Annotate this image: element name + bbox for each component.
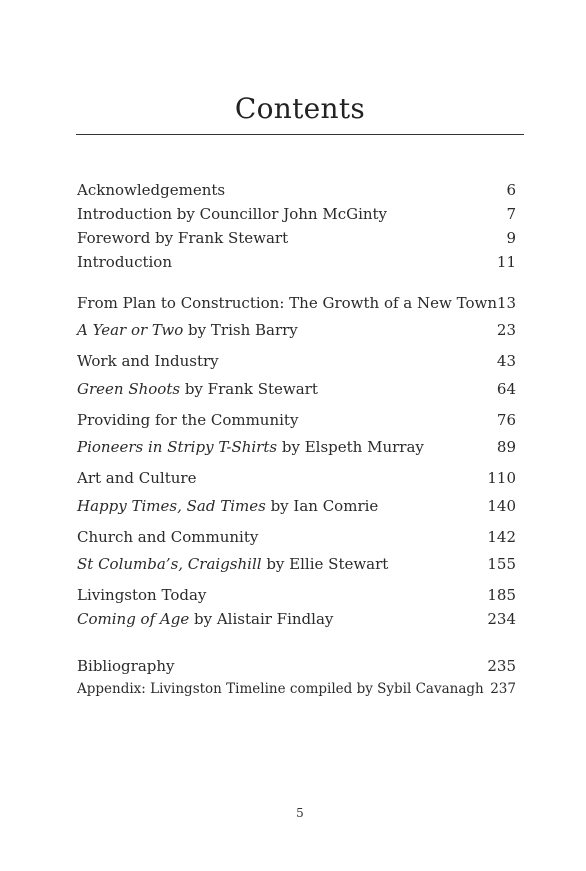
- page-title: Contents: [234, 92, 366, 125]
- toc-entry-title-text: Acknowledgements: [77, 181, 226, 199]
- toc-entry-page: 235: [487, 657, 516, 675]
- page-number: 5: [296, 806, 304, 820]
- toc-entry-title-text: Foreword by Frank Stewart: [77, 229, 289, 247]
- toc-entry-page: 237: [490, 681, 516, 697]
- toc-entry-title-text: Providing for the Community: [77, 411, 299, 429]
- toc-entry-title-text: by Trish Barry: [183, 321, 298, 339]
- toc-entry-title: [77, 609, 333, 629]
- toc-entry: [77, 437, 516, 457]
- toc-entry-title-text: Bibliography: [77, 657, 175, 675]
- toc-entry-page: 89: [496, 438, 516, 456]
- toc-entry-title-text: Church and Community: [77, 528, 259, 546]
- toc-entry-page: 76: [496, 411, 516, 429]
- toc-entry-title-text: From Plan to Construction: The Growth of a New Town: [77, 294, 497, 312]
- toc-entry-page: 155: [487, 555, 516, 573]
- toc-entry-page: 110: [487, 469, 516, 487]
- toc-entry: [77, 293, 516, 313]
- toc-entry-title-italic: Coming of Age: [77, 610, 190, 628]
- toc-entry-title-text: Work and Industry: [77, 352, 219, 370]
- toc-entry-title-text: Appendix: Livingston Timeline compiled by Sybil Cavanagh: [77, 681, 484, 697]
- toc-entry-title: [77, 496, 378, 516]
- toc-entry: [77, 228, 516, 248]
- toc-entry: [77, 351, 516, 371]
- toc-entry-title: [77, 437, 424, 457]
- toc-entry-page: 7: [506, 205, 516, 223]
- toc-entry-title-italic: Pioneers in Stripy T-Shirts: [77, 438, 278, 456]
- toc-entry-title-text: Art and Culture: [77, 469, 197, 487]
- toc-entry-title-text: by Elspeth Murray: [277, 438, 424, 456]
- toc-entry: [77, 204, 516, 224]
- toc-entry-page: 140: [487, 497, 516, 515]
- toc-entry: [77, 252, 516, 272]
- toc-entry: [77, 379, 516, 399]
- toc-entry-page: 234: [487, 610, 516, 628]
- toc-entry-title-italic: Green Shoots: [77, 380, 181, 398]
- toc-entry: [77, 180, 516, 200]
- toc-entry-title: [77, 293, 497, 313]
- toc-entry-page: 64: [496, 380, 516, 398]
- toc-entry-page: 23: [496, 321, 516, 339]
- toc-entry-title: [77, 410, 298, 430]
- toc-entry-title-text: by Ellie Stewart: [261, 555, 389, 573]
- toc-entry-page: 11: [496, 253, 516, 271]
- toc-entry-title-italic: Happy Times, Sad Times: [77, 497, 266, 515]
- toc-entry: [77, 679, 516, 699]
- toc-entry-title-text: Introduction by Councillor John McGinty: [77, 205, 388, 223]
- toc-entry: [77, 496, 516, 516]
- toc-entry-page: 43: [496, 352, 516, 370]
- toc-entry-title-text: Introduction: [77, 253, 172, 271]
- toc-entry-page: 185: [487, 586, 516, 604]
- toc-entry-title: [77, 320, 298, 340]
- toc-entry: [77, 585, 516, 605]
- toc-entry-title-text: by Ian Comrie: [265, 497, 379, 515]
- toc-entry-title-italic: A Year or Two: [77, 321, 184, 339]
- toc-entry-title: [77, 527, 258, 547]
- toc-entry-page: 142: [487, 528, 516, 546]
- toc-entry-title-text: by Alistair Findlay: [189, 610, 334, 628]
- toc-entry-title: [77, 554, 388, 574]
- toc-entry-title: [77, 204, 387, 224]
- toc-entry-title: [77, 180, 225, 200]
- toc-entry-title: [77, 351, 219, 371]
- toc-entry: [77, 656, 516, 676]
- toc-entry: [77, 410, 516, 430]
- toc-entry-title: [77, 468, 196, 488]
- toc-entry-title: [77, 656, 175, 676]
- toc-entry: [77, 609, 516, 629]
- toc-entry-title-text: by Frank Stewart: [180, 380, 318, 398]
- toc-entry: [77, 554, 516, 574]
- toc-entry-title: [77, 679, 484, 699]
- toc-entry-title: [77, 228, 288, 248]
- toc-entry-title: [77, 379, 318, 399]
- toc-entry-title: [77, 585, 206, 605]
- toc-entry-title: [77, 252, 172, 272]
- toc-entry: [77, 320, 516, 340]
- title-rule: [76, 134, 524, 135]
- toc-entry-page: 9: [506, 229, 516, 247]
- toc-entry: [77, 468, 516, 488]
- toc-entry-page: 6: [506, 181, 516, 199]
- toc-entry: [77, 527, 516, 547]
- toc-entry-title-italic: St Columba’s, Craigshill: [77, 555, 262, 573]
- toc-entry-page: 13: [497, 294, 517, 312]
- toc-entry-title-text: Livingston Today: [77, 586, 207, 604]
